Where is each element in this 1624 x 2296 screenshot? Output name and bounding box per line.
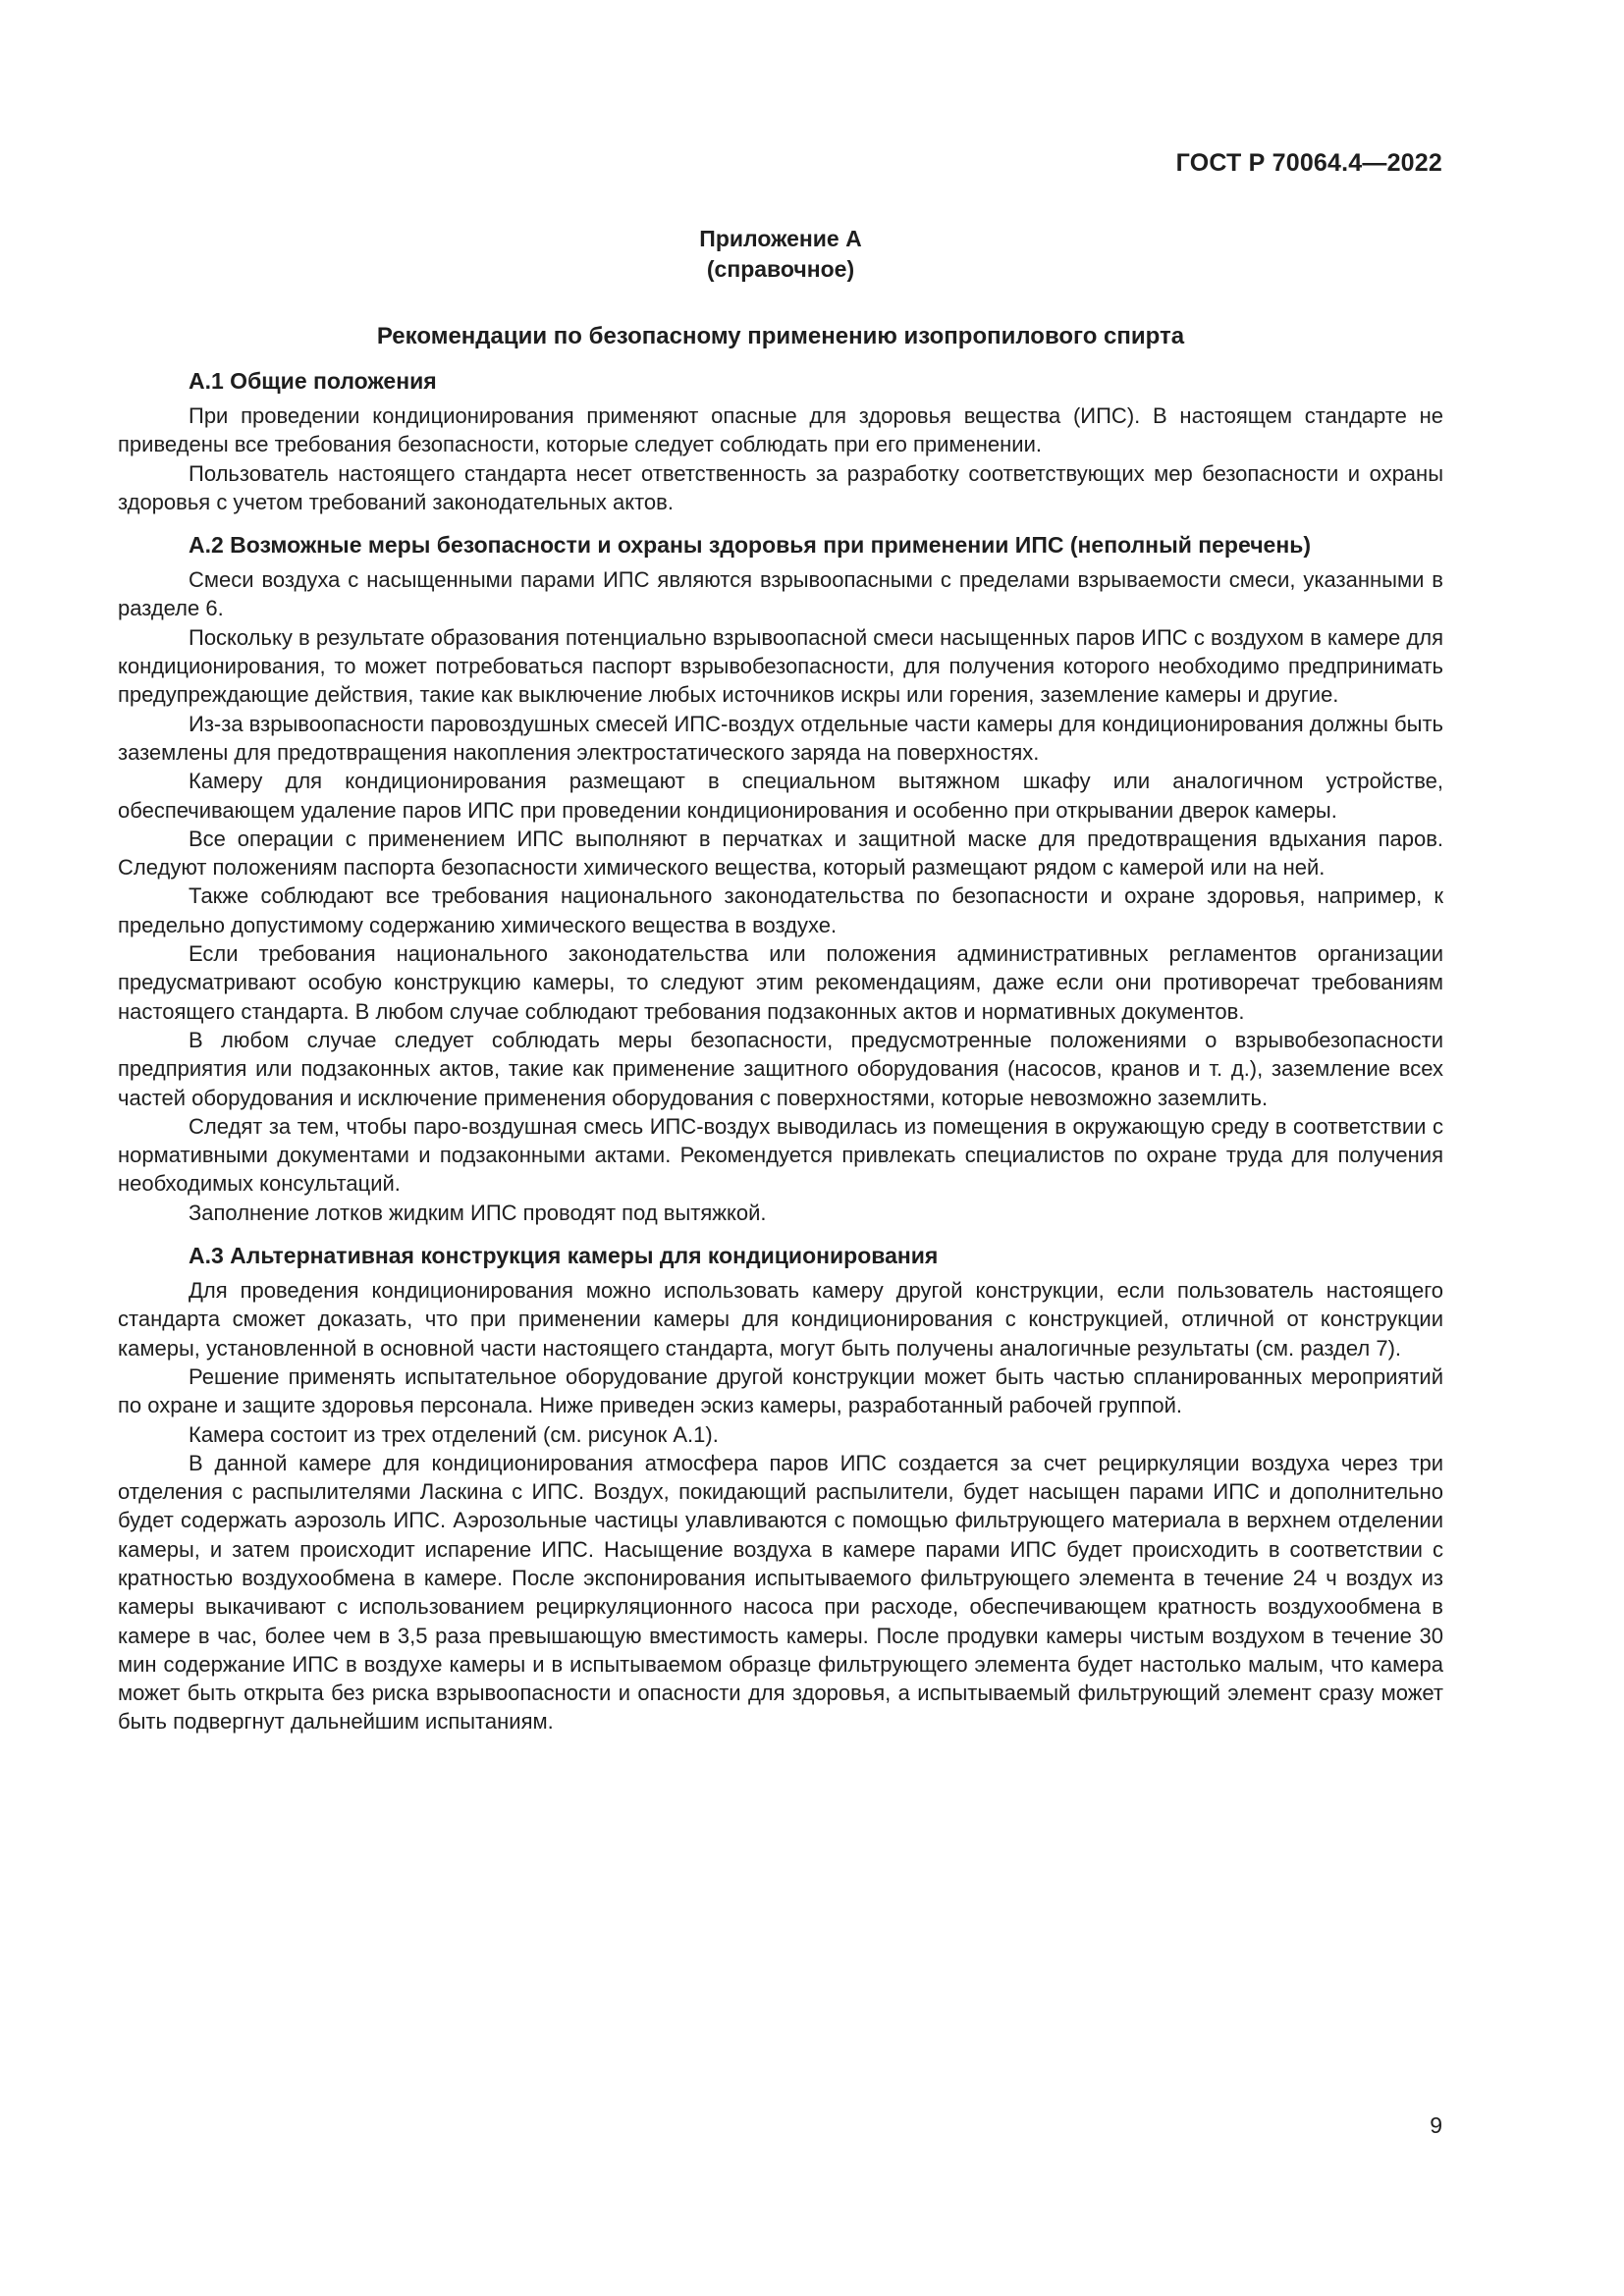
section-a3 xyxy=(118,1241,1443,1736)
page-content xyxy=(118,224,1443,1736)
paragraph: Для проведения кондиционирования можно использовать камеру другой конструкции, если пользователь настоящего стандарта сможет доказать, что при применении камеры для кондиционирования с конструкцией, отличной от конструкции камеры, установленной в основной части настоящего стандарта, могут быть получены аналогичные результаты (см. раздел 7). xyxy=(118,1278,1443,1361)
paragraph: Решение применять испытательное оборудование другой конструкции может быть частью спланированных мероприятий по охране и защите здоровья персонала. Ниже приведен эскиз камеры, разработанный рабочей группой. xyxy=(118,1363,1443,1418)
paragraph: Все операции с применением ИПС выполняют в перчатках и защитной маске для предотвращения вдыхания паров. Следуют положениям паспорта безопасности химического вещества, который размещают рядом с камерой или на ней. xyxy=(118,826,1443,881)
paragraph: Заполнение лотков жидким ИПС проводят под вытяжкой. xyxy=(189,1200,767,1225)
paragraph: В любом случае следует соблюдать меры безопасности, предусмотренные положениями о взрывобезопасности предприятия или подзаконных актов, такие как применение защитного оборудования (насосов, кранов и т. д.), заземление всех частей оборудования и исключение применения оборудования с поверхностями, которые невозможно заземлить. xyxy=(118,1027,1443,1110)
paragraph: Камеру для кондиционирования размещают в специальном вытяжном шкафу или аналогичном устройстве, обеспечивающем удаление паров ИПС при проведении кондиционирования и особенно при открывании дверок камеры. xyxy=(118,769,1443,823)
page-number: 9 xyxy=(1430,2112,1442,2138)
paragraph: Поскольку в результате образования потенциально взрывоопасной смеси насыщенных паров ИПС с воздухом в камере для кондиционирования, то может потребоваться паспорт взрывобезопасности, для получения которого необходимо предпринимать предупреждающие действия, такие как выключение любых источников искры или горения, заземление камеры и другие. xyxy=(118,624,1443,708)
section-heading: А.3 Альтернативная конструкция камеры для кондиционирования xyxy=(189,1243,939,1269)
paragraph: Из-за взрывоопасности паровоздушных смесей ИПС-воздух отдельные части камеры для кондиционирования должны быть заземлены для предотвращения накопления электростатического заряда на поверхностях. xyxy=(118,711,1443,765)
section-a2 xyxy=(118,530,1443,1227)
appendix-label: Приложение А xyxy=(699,226,862,251)
section-heading: А.1 Общие положения xyxy=(189,368,437,394)
paragraph: Пользователь настоящего стандарта несет ответственность за разработку соответствующих мер безопасности и охраны здоровья с учетом требований законодательных актов. xyxy=(118,460,1443,514)
appendix-title: Рекомендации по безопасному применению изопропилового спирта xyxy=(376,323,1185,349)
appendix-type: (справочное) xyxy=(706,256,855,282)
standard-code: ГОСТ Р 70064.4—2022 xyxy=(1175,149,1442,177)
section-heading: А.2 Возможные меры безопасности и охраны здоровья при применении ИПС (неполный перечень) xyxy=(189,532,1312,559)
paragraph: При проведении кондиционирования применяют опасные для здоровья вещества (ИПС). В настоящем стандарте не приведены все требования безопасности, которые следует соблюдать при его применении. xyxy=(118,403,1443,457)
appendix-heading xyxy=(118,224,1443,285)
paragraph: Камера состоит из трех отделений (см. рисунок А.1). xyxy=(189,1421,719,1447)
paragraph: Смеси воздуха с насыщенными парами ИПС являются взрывоопасными с пределами взрываемости смеси, указанными в разделе 6. xyxy=(118,567,1443,621)
paragraph: Также соблюдают все требования национального законодательства по безопасности и охране здоровья, например, к предельно допустимому содержанию химического вещества в воздухе. xyxy=(118,883,1443,937)
paragraph: В данной камере для кондиционирования атмосфера паров ИПС создается за счет рециркуляции воздуха через три отделения с распылителями Ласкина с ИПС. Воздух, покидающий распылители, будет насыщен парами ИПС и дополнительно будет содержать аэрозоль ИПС. Аэрозольные частицы улавливаются с помощью фильтрующего материала в верхнем отделении камеры, и затем происходит испарение ИПС. Насыщение воздуха в камере парами ИПС будет происходить в соответствии с кратностью воздухообмена в камере. После экспонирования испытываемого фильтрующего элемента в течение 24 ч воздух из камеры выкачивают с использованием рециркуляционного насоса при расходе, обеспечивающем кратность воздухообмена в камере в час, более чем в 3,5 раза превышающую вместимость камеры. После продувки камеры чистым воздухом в течение 30 мин содержание ИПС в воздухе камеры и в испытываемом образце фильтрующего элемента будет настолько малым, что камера может быть открыта без риска взрывоопасности и опасности для здоровья, а испытываемый фильтрующий элемент сразу может быть подвергнут дальнейшим испытаниям. xyxy=(118,1450,1443,1735)
paragraph: Следят за тем, чтобы паро-воздушная смесь ИПС-воздух выводилась из помещения в окружающую среду в соответствии с нормативными документами и подзаконными актами. Рекомендуется привлекать специалистов по охране труда для получения необходимых консультаций. xyxy=(118,1113,1443,1197)
section-a1 xyxy=(118,366,1443,516)
paragraph: Если требования национального законодательства или положения административных регламентов организации предусматривают особую конструкцию камеры, то следуют этим рекомендациям, даже если они противоречат требованиям настоящего стандарта. В любом случае соблюдают требования подзаконных актов и нормативных документов. xyxy=(118,941,1443,1024)
